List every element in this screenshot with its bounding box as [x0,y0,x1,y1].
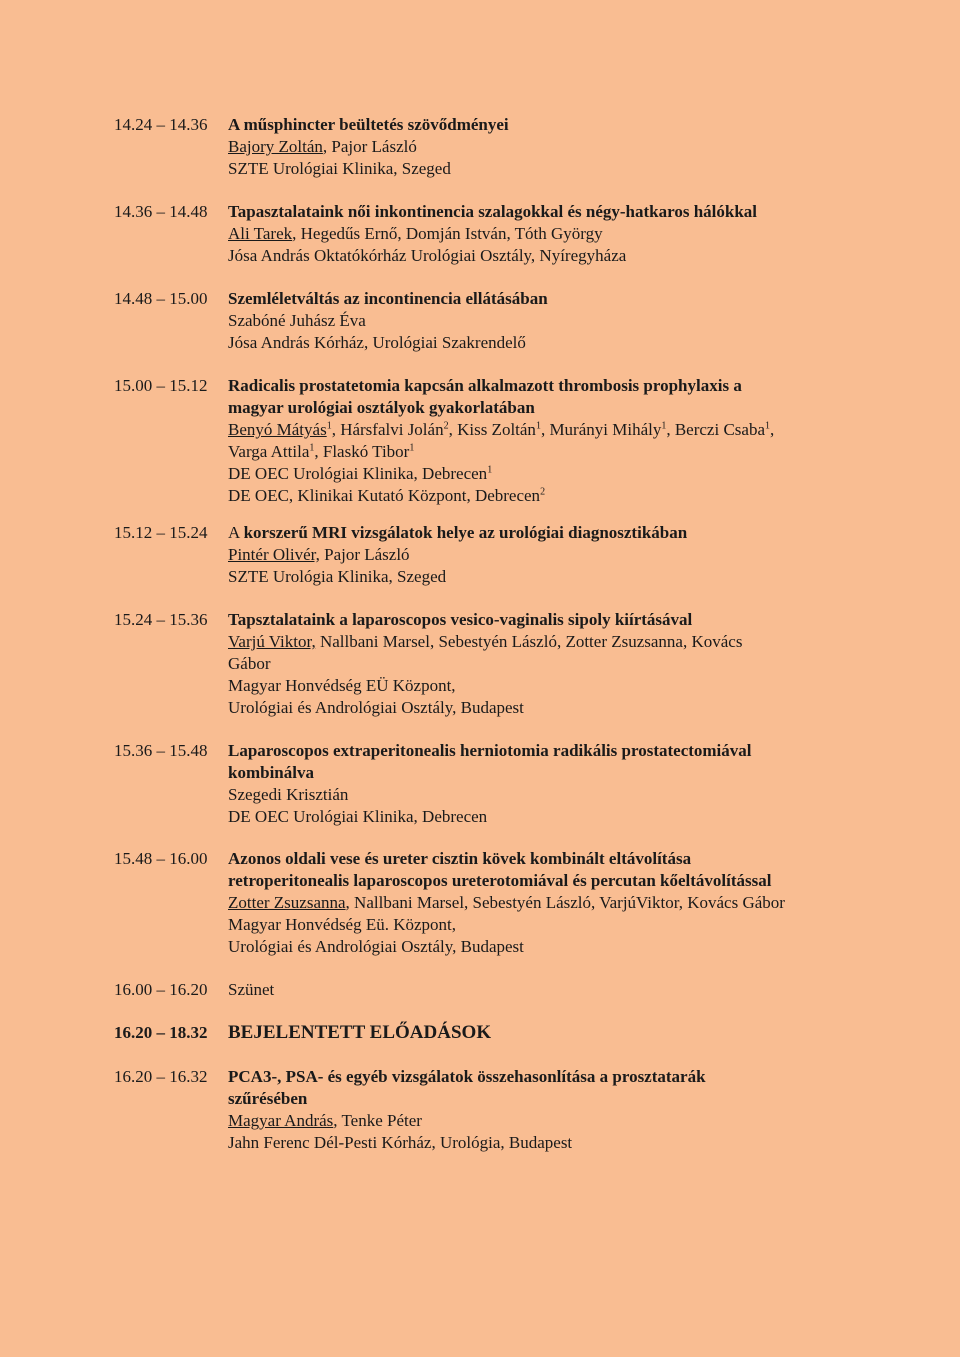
authors: Szabóné Juhász Éva [228,311,366,330]
time-slot: 16.00 – 16.20 [114,980,208,999]
institution-name: DE OEC, Klinikai Kutató Központ, Debrecen [228,486,541,505]
time-slot: 15.00 – 15.12 [114,376,208,395]
entry-body [228,609,928,719]
authors [228,419,928,441]
co-author: , Kiss Zoltán [448,420,536,439]
talk-title-line-1: Azonos oldali vese és ureter cisztin kövek kombinált eltávolítása [228,849,692,868]
authors [228,1110,868,1132]
section-heading: BEJELENTETT ELŐADÁSOK [228,1022,492,1043]
talk-title: Szemléletváltás az incontinencia ellátásában [228,289,548,308]
time-slot: 15.36 – 15.48 [114,741,208,760]
authors-line-2 [228,441,928,463]
entry-body [228,979,868,1001]
affiliation-mark: 1 [765,420,770,432]
affiliation-mark: 1 [535,420,541,432]
authors [228,223,928,245]
entry-body [228,114,868,180]
time-slot: 15.48 – 16.00 [114,849,208,868]
presenting-author: Zotter Zsuzsanna [228,893,346,912]
talk-title-line-1: Radicalis prostatetomia kapcsán alkalmazott thrombosis prophylaxis a [228,376,742,395]
talk-title-line-1: PCA3-, PSA- és egyéb vizsgálatok összehasonlítása a prosztatarák [228,1067,706,1086]
co-authors: Nallbani Marsel, Sebestyén László, Zotter Zsuzsanna, Kovács [315,632,743,651]
talk-title-line-2: kombinálva [228,763,314,782]
co-author: , Flaskó Tibor [314,442,410,461]
entry-body [228,1066,868,1154]
entry-body [228,201,928,267]
time-slot: 15.24 – 15.36 [114,610,208,629]
talk-title: Tapasztalataink női inkontinencia szalagokkal és négy-hatkaros hálókkal [228,202,758,221]
institution: Jahn Ferenc Dél-Pesti Kórház, Urológia, Budapest [228,1133,573,1152]
entry-body [228,375,928,507]
institution: Jósa András Oktatókórház Urológiai Osztály, Nyíregyháza [228,246,627,265]
talk-title-line-2: szűrésében [228,1089,308,1108]
institution: DE OEC Urológiai Klinika, Debrecen [228,807,488,826]
co-authors: Pajor László [319,545,410,564]
entry-body [228,288,868,354]
time-slot: 14.24 – 14.36 [114,115,208,134]
co-authors: , Nallbani Marsel, Sebestyén László, VarjúViktor, Kovács Gábor [345,893,785,912]
institution: Urológiai és Andrológiai Osztály, Budapest [228,937,524,956]
co-authors: , Hegedűs Ernő, Domján István, Tóth György [292,224,603,243]
affiliation-mark: 2 [443,420,449,432]
authors [228,631,928,653]
institution: Magyar Honvédség EÜ Központ, [228,676,456,695]
authors [228,136,868,158]
presenting-author: Benyó Mátyás [228,420,327,439]
entry-body [228,522,868,588]
co-author: , Berczi Csaba [666,420,765,439]
presenting-author: Ali Tarek [228,224,293,243]
talk-title-line-2: magyar urológiai osztályok gyakorlatában [228,398,535,417]
time-slot: 16.20 – 16.32 [114,1067,208,1086]
institution [228,463,928,485]
institution: Magyar Honvédség Eü. Központ, [228,915,457,934]
talk-title [228,522,868,544]
time-slot: 14.48 – 15.00 [114,289,208,308]
affiliation-mark: 1 [309,442,315,454]
affiliation-mark: 1 [487,464,493,476]
separator: , [770,420,775,439]
break-label: Szünet [228,980,275,999]
entry-body [228,740,928,828]
time-slot: 16.20 – 18.32 [114,1023,208,1042]
co-author: , Murányi Mihály [540,420,662,439]
co-author: , Hársfalvi Jolán [331,420,444,439]
title-prefix: A [228,523,244,542]
institution: SZTE Urológia Klinika, Szeged [228,567,447,586]
time-slot: 14.36 – 14.48 [114,202,208,221]
talk-title: Tapsztalataink a laparoscopos vesico-vaginalis sipoly kiírtásával [228,610,693,629]
authors [228,544,868,566]
institution: Jósa András Kórház, Urológiai Szakrendelő [228,333,526,352]
institution [228,485,928,507]
time-slot: 15.12 – 15.24 [114,523,208,542]
talk-title-line-2: retroperitonealis laparoscopos ureterotomiával és percutan kőeltávolítással [228,871,772,890]
talk-title: A műsphincter beültetés szövődményei [228,115,509,134]
entry-body [228,848,948,958]
co-authors: , Pajor László [322,137,417,156]
affiliation-mark: 1 [661,420,667,432]
authors-line-2: Gábor [228,654,271,673]
talk-title-line-1: Laparoscopos extraperitonealis herniotomia radikális prostatectomiával [228,741,752,760]
presenting-author: Magyar András [228,1111,334,1130]
institution-name: DE OEC Urológiai Klinika, Debrecen [228,464,488,483]
presenting-author: Pintér Olivér, [228,545,320,564]
affiliation-mark: 2 [540,486,546,498]
institution: SZTE Urológiai Klinika, Szeged [228,159,451,178]
presenting-author: Varjú Viktor, [228,632,316,651]
co-authors: , Tenke Péter [333,1111,422,1130]
co-author: Varga Attila [228,442,310,461]
title-text: korszerű MRI vizsgálatok helye az urológiai diagnosztikában [243,523,688,542]
affiliation-mark: 1 [326,420,332,432]
institution: Urológiai és Andrológiai Osztály, Budapest [228,698,524,717]
affiliation-mark: 1 [409,442,415,454]
entry-body [228,1022,868,1044]
authors [228,892,948,914]
presenting-author: Bajory Zoltán [228,137,323,156]
authors: Szegedi Krisztián [228,785,349,804]
